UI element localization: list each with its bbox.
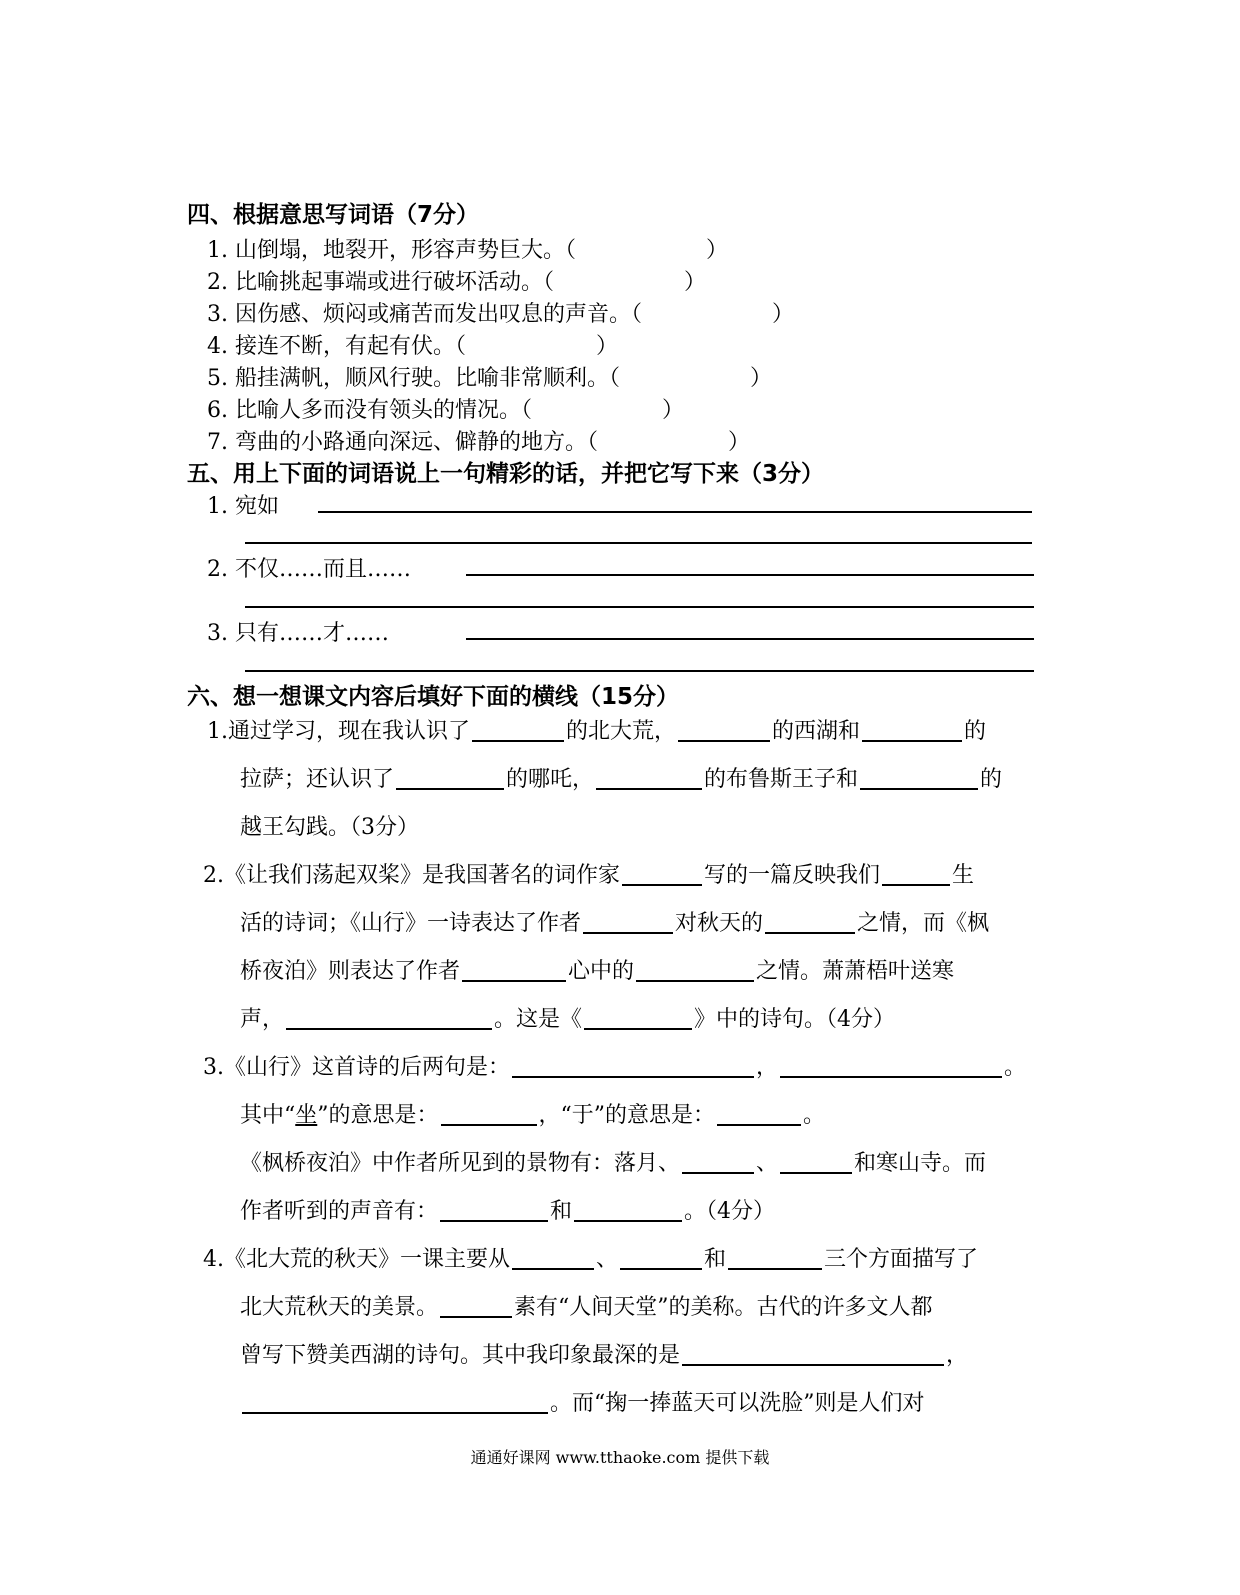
sec6-q4-line3: 曾写下赞美西湖的诗句。其中我印象最深的是 ， — [240, 1343, 969, 1368]
fill-blank[interactable] — [682, 1342, 944, 1366]
section-4-title: 四、根据意思写词语（7分） — [187, 202, 480, 228]
answer-blank[interactable] — [466, 327, 596, 353]
fill-blank[interactable] — [636, 958, 754, 982]
section-6-title: 六、想一想课文内容后填好下面的横线（15分） — [187, 684, 680, 710]
fill-blank[interactable] — [678, 718, 770, 742]
fill-blank[interactable] — [620, 1246, 702, 1270]
fill-blank[interactable] — [765, 910, 855, 934]
sec5-item-2: 2. 不仅……而且…… — [207, 557, 412, 582]
fill-blank[interactable] — [472, 718, 564, 742]
fill-blank[interactable] — [780, 1150, 852, 1174]
fill-blank[interactable] — [596, 766, 702, 790]
fill-blank[interactable] — [862, 718, 962, 742]
answer-blank[interactable] — [576, 231, 706, 257]
sec4-item-4: 4. 接连不断，有起有伏。（ ） — [207, 327, 618, 360]
sec4-item-3: 3. 因伤感、烦闷或痛苦而发出叹息的声音。（ ） — [207, 295, 794, 328]
sec6-q3-line4: 作者听到的声音有： 和 。（4分） — [240, 1199, 776, 1224]
underlined-word: 坐 — [295, 1103, 318, 1128]
fill-blank[interactable] — [242, 1390, 548, 1414]
sec6-q3-line2: 其中“坐”的意思是： ，“于”的意思是： 。 — [240, 1103, 826, 1128]
answer-blank[interactable] — [554, 263, 684, 289]
fill-blank[interactable] — [882, 862, 950, 886]
answer-blank[interactable] — [620, 359, 750, 385]
fill-blank[interactable] — [584, 1006, 692, 1030]
sec6-q2-line4: 声， 。这是《 》中的诗句。（4分） — [240, 1007, 896, 1032]
sec4-item-6: 6. 比喻人多而没有领头的情况。（ ） — [207, 391, 684, 424]
fill-blank[interactable] — [286, 1006, 492, 1030]
fill-blank[interactable] — [440, 1294, 512, 1318]
fill-blank[interactable] — [622, 862, 702, 886]
sec4-item-7: 7. 弯曲的小路通向深远、僻静的地方。（ ） — [207, 423, 750, 456]
sec6-q2-line3: 桥夜泊》则表达了作者 心中的 之情。萧萧梧叶送寒 — [240, 959, 955, 984]
sec6-q3-line3: 《枫桥夜泊》中作者所见到的景物有：落月、 、 和寒山寺。而 — [240, 1151, 987, 1176]
writing-line[interactable] — [466, 574, 1034, 576]
writing-line[interactable] — [245, 670, 1034, 672]
fill-blank[interactable] — [728, 1246, 822, 1270]
fill-blank[interactable] — [583, 910, 673, 934]
fill-blank[interactable] — [780, 1054, 1002, 1078]
sec5-item-1: 1. 宛如 — [207, 494, 280, 519]
sec6-q4-line4: 。而“掬一捧蓝天可以洗脸”则是人们对 — [240, 1380, 925, 1428]
fill-blank[interactable] — [860, 766, 978, 790]
sec4-item-1: 1. 山倒塌，地裂开，形容声势巨大。（ ） — [207, 231, 728, 264]
fill-blank[interactable] — [512, 1054, 754, 1078]
sec6-q1-line1: 1.通过学习，现在我认识了 的北大荒， 的西湖和 的 — [207, 719, 987, 744]
answer-blank[interactable] — [598, 423, 728, 449]
sec6-q2-line1: 2.《让我们荡起双桨》是我国著名的词作家 写的一篇反映我们 生 — [203, 863, 975, 888]
page-footer: 通通好课网 www.tthaoke.com 提供下载 — [470, 1448, 770, 1467]
sec6-q1-line2: 拉萨；还认识了 的哪吒， 的布鲁斯王子和 的 — [240, 767, 1003, 792]
fill-blank[interactable] — [574, 1198, 682, 1222]
writing-line[interactable] — [245, 542, 1032, 544]
writing-line[interactable] — [318, 511, 1032, 513]
fill-blank[interactable] — [441, 1102, 537, 1126]
sec6-q4-line1: 4.《北大荒的秋天》一课主要从 、 和 三个方面描写了 — [203, 1247, 979, 1272]
sec6-q3-line1: 3.《山行》这首诗的后两句是： ， 。 — [203, 1055, 1027, 1080]
fill-blank[interactable] — [462, 958, 566, 982]
sec6-q4-line2: 北大荒秋天的美景。 素有“人间天堂”的美称。古代的许多文人都 — [240, 1295, 933, 1320]
fill-blank[interactable] — [396, 766, 504, 790]
sec4-item-5: 5. 船挂满帆，顺风行驶。比喻非常顺利。（ ） — [207, 359, 772, 392]
fill-blank[interactable] — [512, 1246, 594, 1270]
sec5-item-3: 3. 只有……才…… — [207, 621, 390, 646]
section-5-title: 五、用上下面的词语说上一句精彩的话，并把它写下来（3分） — [187, 461, 825, 487]
fill-blank[interactable] — [717, 1102, 801, 1126]
sec6-q2-line2: 活的诗词；《山行》一诗表达了作者 对秋天的 之情，而《枫 — [240, 911, 990, 936]
answer-blank[interactable] — [642, 295, 772, 321]
answer-blank[interactable] — [532, 391, 662, 417]
sec6-q1-line3: 越王勾践。（3分） — [240, 815, 419, 840]
sec4-item-2: 2. 比喻挑起事端或进行破坏活动。（ ） — [207, 263, 706, 296]
writing-line[interactable] — [466, 638, 1034, 640]
writing-line[interactable] — [245, 606, 1034, 608]
fill-blank[interactable] — [682, 1150, 754, 1174]
fill-blank[interactable] — [440, 1198, 548, 1222]
